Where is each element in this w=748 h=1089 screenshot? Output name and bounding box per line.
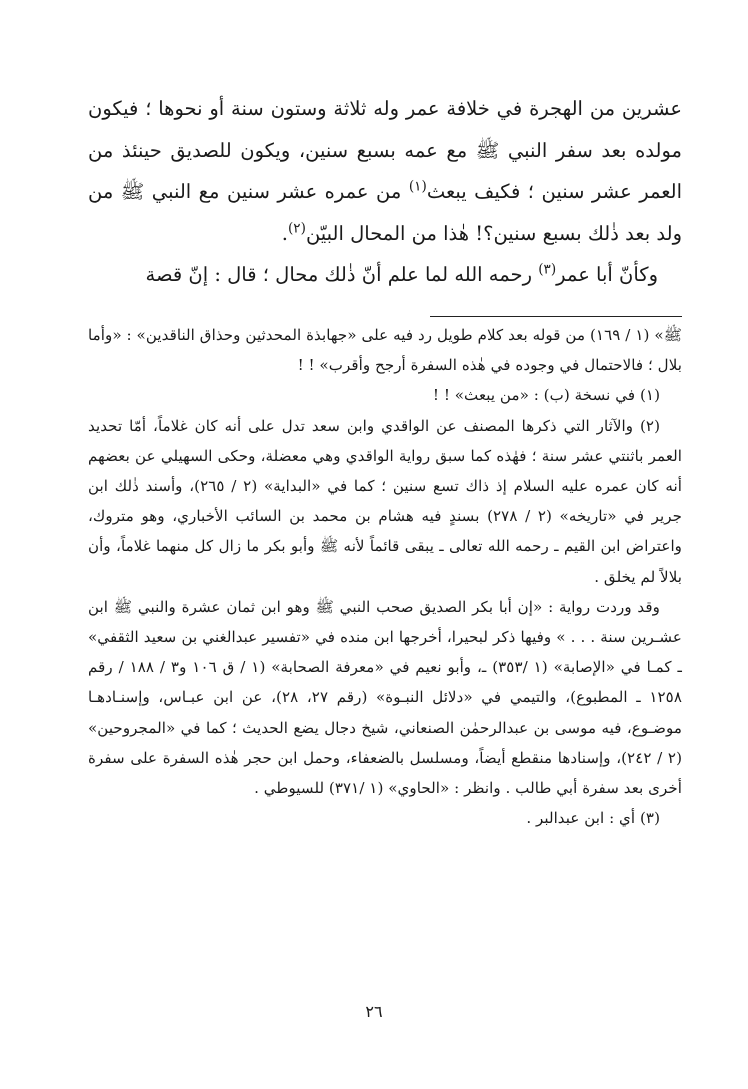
footnote-ref-3[interactable]: (٣)	[538, 261, 557, 278]
main-paragraph-2: وكأنّ أبا عمر$^{(٣)}$ رحمه الله لما علم أنّ ذٰلك محال ؛ قال : إنّ قصة	[145, 261, 658, 286]
footnote-ref-1[interactable]: (١)	[408, 178, 427, 195]
page-number: ٢٦	[365, 1002, 383, 1021]
footnote-continued: ﷺ» (١ / ١٦٩) من قوله بعد كلام طويل رد فيه على «جهابذة المحدثين وحذاق الناقدين» : «وأما بلال ؛ فالاحتمال في وجوده في هٰذه السفرة أرجح وأقرب» ! !	[88, 326, 682, 375]
footnote-ref-2[interactable]: (٢)	[287, 220, 306, 236]
footnote-2: (٢) والآثار التي ذكرها المصنف عن الواقدي وابن سعد تدل على أنه كان غلاماً، أمّا تحديد العمر باثنتي عشر سنة ؛ فهٰذه كما سبق رواية الواقدي وهي معضلة، وحكى السهيلي عن بعضهم أنه كان عمره عليه السلام إذ ذاك تسع سنين ؛ كما في «البداية» (٢ / ٢٦٥)، وأسند ذٰلك ابن جرير في «تاريخه» (٢ / ٢٧٨) بسندٍ فيه هشام بن محمد بن السائب الأخباري، وهو متروك، واعتراض ابن القيم ـ رحمه الله تعالى ـ يبقى قائماً لأنه ﷺ وأبو بكر ما زال كل منهما غلاماً، وأن بلالاً لم يخلق .	[88, 416, 682, 586]
footnote-3: (٣) أي : ابن عبدالبر .	[526, 809, 660, 828]
main-text	[88, 88, 682, 296]
footnote-2-continued: وقد وردت رواية : «إن أبا بكر الصديق صحب النبي ﷺ وهو ابن ثمان عشرة والنبي ﷺ ابن عشـرين سنة . . . » وفيها ذكر لبحيرا، أخرجها ابن منده في «تفسير عبدالغني بن سعيد الثقفي» ـ كمـا في «الإصابة» (١ /٣٥٣) ـ، وأبو نعيم في «معرفة الصحابة» (١ / ق ١٠٦ و٣ / ١٨٨ / رقم ١٢٥٨ ـ المطبوع)، والتيمي في «دلائل النبـوة» (رقم ٢٧، ٢٨)، عن ابن عبـاس، وإسنـادهـا موضـوع، فيه موسى بن عبدالرحمٰن الصنعاني، شيخ دجال يضع الحديث ؛ كما في «المجروحين» (٢ / ٢٤٢)، وإسنادها منقطع أيضاً، ومسلسل بالضعفاء، وحمل ابن حجر هٰذه السفرة على سفرة أخرى بعد سفرة أبي طالب . وانظر : «الحاوي» (١ /٣٧١) للسيوطي .	[88, 597, 682, 798]
footnotes	[88, 320, 682, 833]
main-paragraph-1: عشرين من الهجرة في خلافة عمر وله ثلاثة وستون سنة أو نحوها ؛ فيكون مولده بعد سفر النبي ﷺ مع عمه بسبع سنين، ويكون للصديق حينئذ من العمر عشر سنين ؛ فكيف يبعث$^{(١)}$ من عمره عشر سنين مع النبي ﷺ من ولد بعد ذٰلك بسبع سنين؟! هٰذا من المحال البيّن$^{(٢)}$.	[88, 97, 682, 245]
footnote-1: (١) في نسخة (ب) : «من يبعث» ! !	[432, 386, 660, 405]
footnote-divider	[430, 316, 682, 317]
